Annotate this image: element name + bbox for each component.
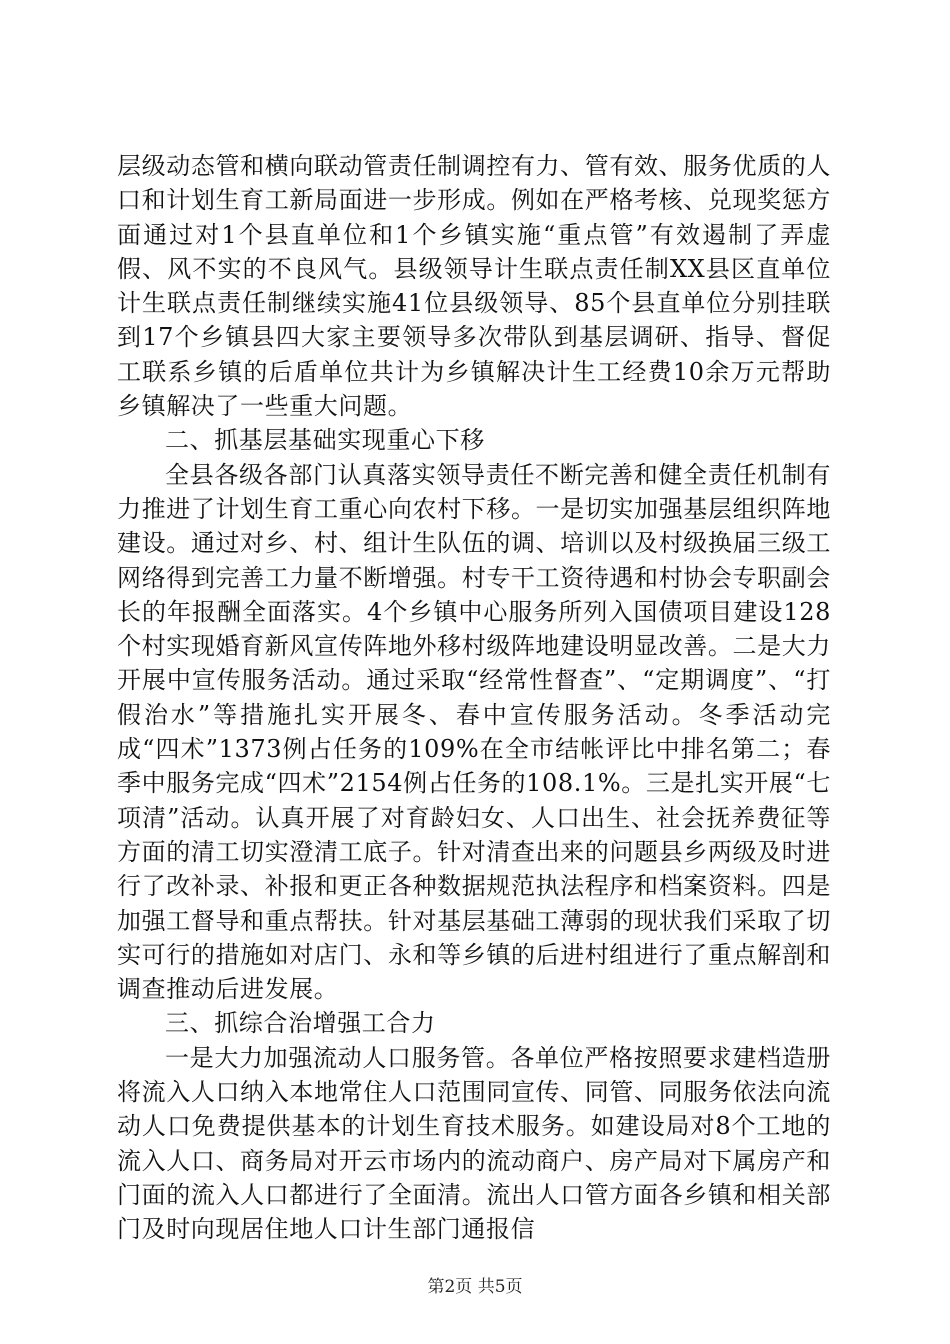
paragraph-section-2: 全县各级各部门认真落实领导责任不断完善和健全责任机制有力推进了计划生育工重心向农村下移。一是切实加强基层组织阵地建设。通过对乡、村、组计生队伍的调、培训以及村级换届三级工网络得到完善工力量不断增强。村专干工资待遇和村协会专职副会长的年报酬全面落实。4个乡镇中心服务所列入国债项目建设128个村实现婚育新风宣传阵地外移村级阵地建设明显改善。二是大力开展中宣传服务活动。通过采取“经常性督查”、“定期调度”、“打假治水”等措施扎实开展冬、春中宣传服务活动。冬季活动完成“四术”1373例占任务的109%在全市结帐评比中排名第二；春季中服务完成“四术”2154例占任务的108.1%。三是扎实开展“七项清”活动。认真开展了对育龄妇女、人口出生、社会抚养费征等方面的清工切实澄清工底子。针对清查出来的问题县乡两级及时进行了改补录、补报和更正各种数据规范执法程序和档案资料。四是加强工督导和重点帮扶。针对基层基础工薄弱的现状我们采取了切实可行的措施如对店门、永和等乡镇的后进村组进行了重点解剖和调查推动后进发展。	[117, 460, 831, 1004]
paragraph-section-3: 一是大力加强流动人口服务管。各单位严格按照要求建档造册将流入人口纳入本地常住人口范围同宣传、同管、同服务依法向流动人口免费提供基本的计划生育技术服务。如建设局对8个工地的流入人口、商务局对开云市场内的流动商户、房产局对下属房产和门面的流入人口都进行了全面清。流出人口管方面各乡镇和相关部门及时向现居住地人口计生部门通报信	[117, 1043, 831, 1244]
document-body	[117, 149, 831, 1247]
section-heading-2: 二、抓基层基础实现重心下移	[165, 426, 485, 455]
paragraph-continuation: 层级动态管和横向联动管责任制调控有力、管有效、服务优质的人口和计划生育工新局面进一步形成。例如在严格考核、兑现奖惩方面通过对1个县直单位和1个乡镇实施“重点管”有效遏制了弄虚假、风不实的不良风气。县级领导计生联点责任制XX县区直单位计生联点责任制继续实施41位县级领导、85个县直单位分别挂联到17个乡镇县四大家主要领导多次带队到基层调研、指导、督促工联系乡镇的后盾单位共计为乡镇解决计生工经费10余万元帮助乡镇解决了一些重大问题。	[117, 152, 831, 421]
document-page	[117, 149, 831, 1247]
page-number-label: 第2页 共5页	[427, 1277, 523, 1297]
section-heading-3: 三、抓综合治增强工合力	[165, 1009, 436, 1038]
page-footer	[0, 1272, 950, 1297]
